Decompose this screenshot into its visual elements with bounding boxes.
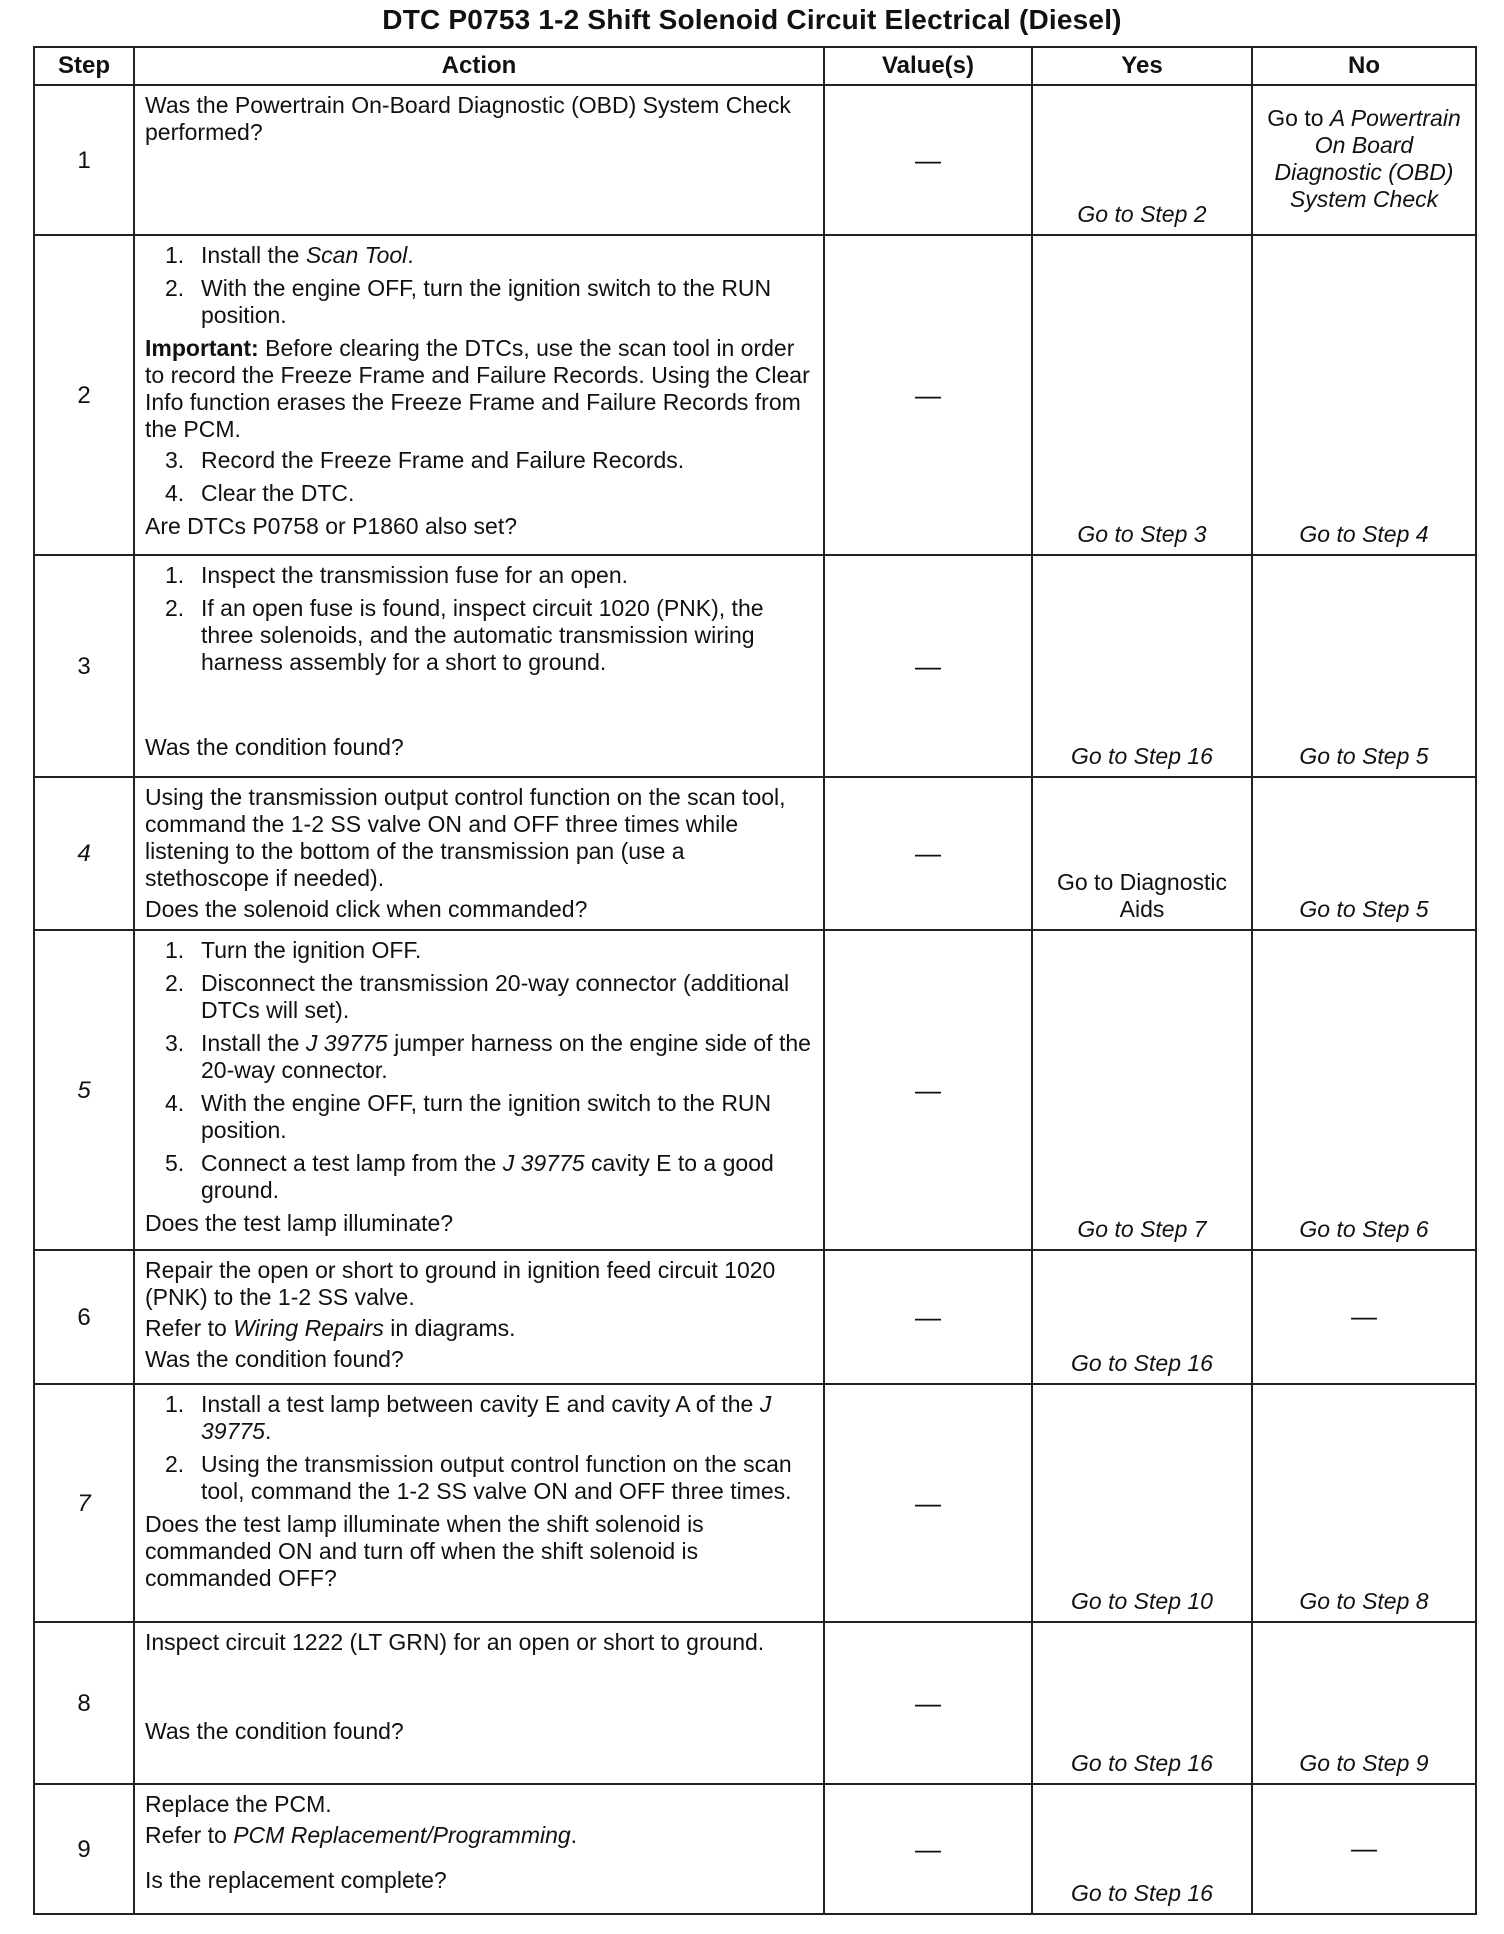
step-text: With the engine OFF, turn the ignition switch to the RUN position.	[201, 1090, 772, 1143]
yes-cell	[1032, 1384, 1252, 1622]
yes-link[interactable]: Go to Step 3	[1077, 521, 1207, 547]
yes-cell	[1032, 85, 1252, 235]
no-cell	[1252, 1622, 1476, 1784]
no-cell	[1252, 930, 1476, 1250]
step-text: Disconnect the transmission 20-way connector (additional DTCs will set).	[201, 970, 790, 1023]
yes-link[interactable]: Go to Step 16	[1071, 743, 1213, 769]
action-step: 3. Install the J 39775 jumper harness on the engine side of the 20-way connector.	[165, 1030, 811, 1083]
action-cell	[134, 555, 824, 777]
action-cell	[134, 1622, 824, 1784]
value-cell: —	[824, 1384, 1032, 1622]
value-cell: —	[824, 1250, 1032, 1384]
no-link-target: A Powertrain On Board Diagnostic (OBD) System Check	[1274, 105, 1461, 212]
refer-suffix: in diagrams.	[383, 1315, 516, 1341]
header-action: Action	[134, 47, 824, 85]
table-row	[34, 1384, 1476, 1622]
action-question: Was the condition found?	[145, 734, 404, 760]
action-question: Does the test lamp illuminate?	[145, 1210, 454, 1236]
action-steps	[145, 447, 813, 507]
no-link[interactable]: Go to Step 8	[1299, 1588, 1429, 1614]
action-question: Does the test lamp illuminate when the shift solenoid is commanded ON and turn off when the shift solenoid is commanded OFF?	[145, 1511, 704, 1591]
yes-link[interactable]: Go to Step 7	[1077, 1216, 1207, 1242]
no-cell	[1252, 235, 1476, 555]
step-text: cavity E to a good ground.	[201, 1150, 774, 1203]
action-question: Does the solenoid click when commanded?	[145, 896, 588, 922]
table-row	[34, 777, 1476, 930]
action-question: Was the condition found?	[145, 1346, 404, 1372]
important-label: Important:	[145, 335, 259, 361]
step-text: Install the	[201, 242, 306, 268]
value-cell: —	[824, 235, 1032, 555]
yes-cell	[1032, 555, 1252, 777]
action-step: 1. Turn the ignition OFF.	[165, 937, 422, 963]
refer-suffix: .	[570, 1822, 578, 1848]
no-link[interactable]: Go to Step 9	[1299, 1750, 1429, 1776]
action-step: 1. Install a test lamp between cavity E and cavity A of the J 39775.	[165, 1391, 772, 1444]
step-text: Using the transmission output control function on the scan tool, command the 1-2 SS valve ON and OFF three times.	[201, 1451, 792, 1504]
tool-name: J 39775	[201, 1391, 772, 1444]
tool-name: Scan Tool	[305, 242, 408, 268]
yes-cell	[1032, 777, 1252, 930]
no-cell: —	[1252, 1250, 1476, 1384]
action-cell	[134, 1784, 824, 1914]
action-cell	[134, 930, 824, 1250]
step-number: 3	[34, 555, 134, 777]
step-number: 5	[34, 930, 134, 1250]
no-link[interactable]: Go to Step 5	[1299, 896, 1429, 922]
table-row	[34, 1784, 1476, 1914]
value-cell: —	[824, 777, 1032, 930]
action-cell	[134, 1250, 824, 1384]
value-cell: —	[824, 85, 1032, 235]
step-number: 1	[34, 85, 134, 235]
refer-text	[145, 1315, 813, 1342]
action-text: Replace the PCM.	[145, 1791, 332, 1817]
action-text: Using the transmission output control function on the scan tool, command the 1-2 SS valve ON and OFF three times while listening to the bottom of the transmission pan (use a stethoscope if needed).	[145, 784, 786, 891]
refer-link[interactable]: Wiring Repairs	[233, 1315, 384, 1341]
action-step: 2. Disconnect the transmission 20-way connector (additional DTCs will set).	[165, 970, 790, 1023]
action-step: 4. Clear the DTC.	[165, 480, 355, 506]
step-text: If an open fuse is found, inspect circuit 1020 (PNK), the three solenoids, and the automatic transmission wiring harness assembly for a short to ground.	[201, 595, 764, 675]
step-number: 7	[34, 1384, 134, 1622]
header-no: No	[1252, 47, 1476, 85]
table-row	[34, 1622, 1476, 1784]
tool-name: J 39775	[502, 1150, 585, 1176]
step-text: jumper harness on the engine side of the 20-way connector.	[201, 1030, 811, 1083]
no-link[interactable]	[1267, 105, 1460, 212]
no-cell	[1252, 555, 1476, 777]
yes-cell	[1032, 1784, 1252, 1914]
step-text: Turn the ignition OFF.	[201, 937, 422, 963]
value-cell: —	[824, 1622, 1032, 1784]
no-cell	[1252, 1384, 1476, 1622]
step-text: Record the Freeze Frame and Failure Records.	[201, 447, 685, 473]
action-step: 5. Connect a test lamp from the J 39775 cavity E to a good ground.	[165, 1150, 774, 1203]
yes-link[interactable]: Go to Step 2	[1077, 201, 1207, 227]
action-question: Was the condition found?	[145, 1718, 404, 1744]
table-row	[34, 1250, 1476, 1384]
action-text: Inspect circuit 1222 (LT GRN) for an open or short to ground.	[145, 1629, 765, 1655]
step-text: .	[407, 242, 414, 268]
action-steps	[145, 562, 813, 676]
step-number: 6	[34, 1250, 134, 1384]
no-link[interactable]: Go to Step 5	[1299, 743, 1429, 769]
header-step: Step	[34, 47, 134, 85]
diagnostic-table	[33, 46, 1477, 1915]
yes-cell	[1032, 235, 1252, 555]
yes-link[interactable]: Go to Step 16	[1071, 1350, 1213, 1376]
action-steps	[145, 1391, 813, 1505]
table-row	[34, 555, 1476, 777]
action-step: 1. Install the Scan Tool.	[165, 242, 414, 268]
action-steps	[145, 937, 813, 1204]
action-question: Is the replacement complete?	[145, 1867, 447, 1893]
action-cell	[134, 85, 824, 235]
spacer	[145, 1853, 813, 1867]
refer-link[interactable]: PCM Replacement/Programming	[233, 1822, 571, 1848]
action-text: Was the Powertrain On-Board Diagnostic (OBD) System Check performed?	[145, 92, 791, 145]
step-number: 4	[34, 777, 134, 930]
step-text: Clear the DTC.	[201, 480, 355, 506]
yes-cell	[1032, 930, 1252, 1250]
refer-prefix: Refer to	[145, 1315, 234, 1341]
step-text: Install a test lamp between cavity E and cavity A of the	[201, 1391, 760, 1417]
spacer	[145, 1660, 813, 1718]
no-cell	[1252, 85, 1476, 235]
no-link[interactable]: Go to Step 4	[1299, 521, 1429, 547]
yes-cell	[1032, 1622, 1252, 1784]
step-text: Inspect the transmission fuse for an open.	[201, 562, 629, 588]
value-cell: —	[824, 930, 1032, 1250]
header-yes: Yes	[1032, 47, 1252, 85]
action-step: 2. With the engine OFF, turn the ignition switch to the RUN position.	[165, 275, 772, 328]
yes-link[interactable]: Go to Step 16	[1071, 1880, 1213, 1906]
spacer	[145, 682, 813, 734]
action-step: 2. Using the transmission output control function on the scan tool, command the 1-2 SS valve ON and OFF three times.	[165, 1451, 792, 1504]
tool-name: J 39775	[305, 1030, 388, 1056]
important-text: Before clearing the DTCs, use the scan tool in order to record the Freeze Frame and Failure Records. Using the Clear Info function erases the Freeze Frame and Failure Records from the PCM.	[145, 335, 810, 442]
step-text: Connect a test lamp from the	[201, 1150, 503, 1176]
yes-link[interactable]: Go to Step 10	[1071, 1588, 1213, 1614]
step-number: 8	[34, 1622, 134, 1784]
step-text: .	[264, 1418, 272, 1444]
important-note	[145, 335, 813, 443]
value-cell: —	[824, 1784, 1032, 1914]
no-cell: —	[1252, 1784, 1476, 1914]
header-row	[34, 47, 1476, 85]
step-text: With the engine OFF, turn the ignition switch to the RUN position.	[201, 275, 772, 328]
action-step: 2. If an open fuse is found, inspect circuit 1020 (PNK), the three solenoids, and the automatic transmission wiring harness assembly for a short to ground.	[165, 595, 764, 675]
yes-link[interactable]: Go to Step 16	[1071, 1750, 1213, 1776]
action-cell	[134, 235, 824, 555]
step-number: 9	[34, 1784, 134, 1914]
action-text: Repair the open or short to ground in ignition feed circuit 1020 (PNK) to the 1-2 SS valve.	[145, 1257, 776, 1310]
refer-text	[145, 1822, 813, 1849]
no-link-prefix: Go to	[1267, 105, 1330, 131]
no-link[interactable]: Go to Step 6	[1299, 1216, 1429, 1242]
action-cell	[134, 777, 824, 930]
header-values: Value(s)	[824, 47, 1032, 85]
action-step: 4. With the engine OFF, turn the ignition switch to the RUN position.	[165, 1090, 772, 1143]
action-steps	[145, 242, 813, 329]
action-step: 3. Record the Freeze Frame and Failure Records.	[165, 447, 685, 473]
value-cell: —	[824, 555, 1032, 777]
table-row	[34, 235, 1476, 555]
no-cell	[1252, 777, 1476, 930]
table-row	[34, 85, 1476, 235]
action-cell	[134, 1384, 824, 1622]
step-number: 2	[34, 235, 134, 555]
refer-prefix: Refer to	[145, 1822, 234, 1848]
page-title: DTC P0753 1-2 Shift Solenoid Circuit Electrical (Diesel)	[382, 4, 1122, 35]
table-row	[34, 930, 1476, 1250]
yes-cell	[1032, 1250, 1252, 1384]
step-text: Install the	[201, 1030, 306, 1056]
action-step: 1. Inspect the transmission fuse for an open.	[165, 562, 629, 588]
yes-link[interactable]: Go to Diagnostic Aids	[1056, 869, 1228, 922]
action-question: Are DTCs P0758 or P1860 also set?	[145, 513, 518, 539]
